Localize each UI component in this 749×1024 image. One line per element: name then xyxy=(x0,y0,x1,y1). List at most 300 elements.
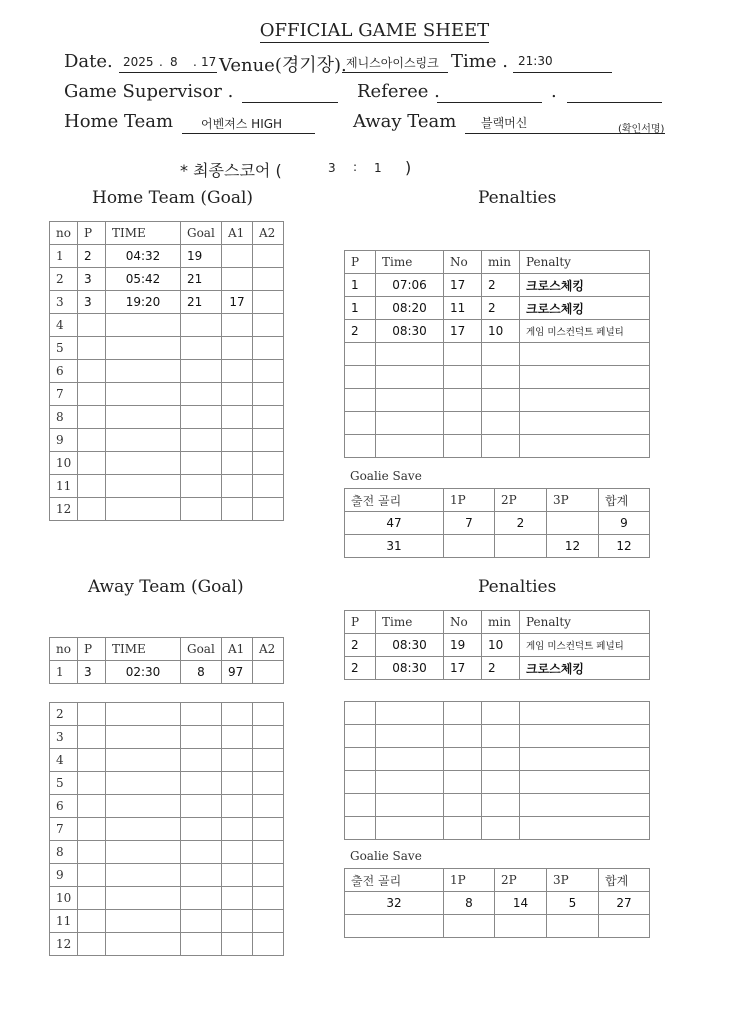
home-team-label: Home Team xyxy=(64,111,174,132)
assist1-cell[interactable] xyxy=(222,268,253,291)
period-cell[interactable] xyxy=(78,429,106,452)
time-cell[interactable] xyxy=(106,841,181,864)
time-cell[interactable]: 04:32 xyxy=(106,245,181,268)
player-number-cell[interactable]: 17 xyxy=(444,657,482,680)
minutes-cell[interactable] xyxy=(482,702,520,725)
referee-line[interactable] xyxy=(437,102,542,103)
goal-cell[interactable] xyxy=(181,406,222,429)
goal-cell[interactable] xyxy=(181,337,222,360)
table-row xyxy=(50,703,284,726)
save-3p-cell[interactable]: 12 xyxy=(547,535,599,558)
goal-cell[interactable] xyxy=(181,703,222,726)
home-penalties-table xyxy=(344,250,650,458)
period-cell[interactable]: 2 xyxy=(78,245,106,268)
assist1-cell[interactable] xyxy=(222,795,253,818)
table-row xyxy=(50,268,284,291)
time-cell[interactable] xyxy=(376,771,444,794)
time-cell[interactable] xyxy=(376,412,444,435)
time-cell[interactable] xyxy=(106,933,181,956)
period-cell[interactable] xyxy=(78,406,106,429)
table-row xyxy=(345,657,650,680)
time-cell[interactable]: 08:30 xyxy=(376,657,444,680)
period-cell[interactable] xyxy=(78,452,106,475)
minutes-cell[interactable]: 10 xyxy=(482,320,520,343)
assist2-cell[interactable] xyxy=(253,291,284,314)
time-cell[interactable] xyxy=(376,702,444,725)
date-line xyxy=(119,72,217,73)
time-cell[interactable]: 05:42 xyxy=(106,268,181,291)
assist1-cell[interactable] xyxy=(222,452,253,475)
time-cell[interactable] xyxy=(376,366,444,389)
column-header: Time xyxy=(376,611,444,634)
assist2-cell[interactable] xyxy=(253,498,284,521)
assist2-cell[interactable] xyxy=(253,661,284,684)
assist2-cell[interactable] xyxy=(253,337,284,360)
assist2-cell[interactable] xyxy=(253,795,284,818)
minutes-cell[interactable] xyxy=(482,725,520,748)
column-header: 합계 xyxy=(599,869,650,892)
assist2-cell[interactable] xyxy=(253,245,284,268)
table-row xyxy=(50,841,284,864)
minutes-cell[interactable] xyxy=(482,817,520,840)
player-number-cell[interactable] xyxy=(444,343,482,366)
column-header: 합계 xyxy=(599,489,650,512)
final-score-label: * 최종스코어 ( xyxy=(180,161,282,180)
assist2-cell[interactable] xyxy=(253,887,284,910)
period-cell[interactable] xyxy=(78,314,106,337)
time-cell[interactable] xyxy=(106,337,181,360)
goal-cell[interactable]: 8 xyxy=(181,661,222,684)
table-row xyxy=(50,291,284,314)
column-header: No xyxy=(444,251,482,274)
column-header: 출전 골리 xyxy=(345,869,444,892)
goal-cell[interactable] xyxy=(181,910,222,933)
row-number: 8 xyxy=(50,841,78,864)
time-cell[interactable] xyxy=(106,452,181,475)
goal-cell[interactable] xyxy=(181,887,222,910)
save-2p-cell[interactable]: 2 xyxy=(495,512,547,535)
minutes-cell[interactable] xyxy=(482,389,520,412)
time-cell[interactable] xyxy=(106,383,181,406)
column-header: TIME xyxy=(106,638,181,661)
minutes-cell[interactable] xyxy=(482,435,520,458)
save-2p-cell[interactable] xyxy=(495,535,547,558)
assist1-cell[interactable] xyxy=(222,337,253,360)
save-1p-cell[interactable]: 7 xyxy=(444,512,495,535)
row-number: 2 xyxy=(50,268,78,291)
row-number: 12 xyxy=(50,498,78,521)
table-row xyxy=(345,794,650,817)
period-cell[interactable] xyxy=(345,343,376,366)
penalty-cell[interactable] xyxy=(520,435,650,458)
goalie-cell[interactable]: 47 xyxy=(345,512,444,535)
referee2-line[interactable] xyxy=(567,102,662,103)
minutes-cell[interactable] xyxy=(482,343,520,366)
period-cell[interactable] xyxy=(345,412,376,435)
column-header: TIME xyxy=(106,222,181,245)
row-number: 7 xyxy=(50,818,78,841)
save-1p-cell[interactable] xyxy=(444,535,495,558)
period-cell[interactable] xyxy=(78,749,106,772)
table-row xyxy=(50,661,284,684)
away-penalties-extra-table xyxy=(344,701,650,840)
assist1-cell[interactable] xyxy=(222,749,253,772)
period-cell[interactable] xyxy=(345,748,376,771)
assist2-cell[interactable] xyxy=(253,429,284,452)
period-cell[interactable]: 1 xyxy=(345,297,376,320)
assist1-cell[interactable] xyxy=(222,498,253,521)
assist2-cell[interactable] xyxy=(253,864,284,887)
time-cell[interactable] xyxy=(106,360,181,383)
save-total-cell[interactable]: 9 xyxy=(599,512,650,535)
date-day[interactable]: 17 xyxy=(201,55,217,69)
goal-cell[interactable] xyxy=(181,314,222,337)
goal-cell[interactable] xyxy=(181,795,222,818)
assist2-cell[interactable] xyxy=(253,268,284,291)
save-2p-cell[interactable]: 14 xyxy=(495,892,547,915)
period-cell[interactable] xyxy=(345,794,376,817)
supervisor-line[interactable] xyxy=(242,102,338,103)
goal-cell[interactable] xyxy=(181,818,222,841)
time-value[interactable]: 21:30 xyxy=(518,54,553,68)
time-cell[interactable] xyxy=(106,703,181,726)
date-dot: . xyxy=(159,55,163,69)
save-3p-cell[interactable] xyxy=(547,915,599,938)
minutes-cell[interactable]: 2 xyxy=(482,297,520,320)
goal-cell[interactable] xyxy=(181,864,222,887)
time-cell[interactable]: 02:30 xyxy=(106,661,181,684)
assist2-cell[interactable] xyxy=(253,703,284,726)
column-header: Time xyxy=(376,251,444,274)
minutes-cell[interactable]: 2 xyxy=(482,274,520,297)
assist1-cell[interactable] xyxy=(222,703,253,726)
penalty-cell[interactable] xyxy=(520,366,650,389)
column-header: A1 xyxy=(222,638,253,661)
goalie-cell[interactable] xyxy=(345,915,444,938)
player-number-cell[interactable]: 17 xyxy=(444,274,482,297)
time-cell[interactable] xyxy=(106,406,181,429)
time-cell[interactable] xyxy=(106,772,181,795)
table-row xyxy=(50,383,284,406)
time-cell[interactable] xyxy=(106,910,181,933)
venue-value[interactable]: 제니스아이스링크 xyxy=(346,56,439,70)
assist1-cell[interactable] xyxy=(222,360,253,383)
goal-cell[interactable] xyxy=(181,360,222,383)
minutes-cell[interactable]: 2 xyxy=(482,657,520,680)
column-header: P xyxy=(78,222,106,245)
venue-label: Venue(경기장). xyxy=(219,55,347,76)
row-number: 8 xyxy=(50,406,78,429)
date-dot: . xyxy=(193,55,197,69)
penalty-cell[interactable]: 게임 미스컨덕트 페널티 xyxy=(520,634,650,657)
period-cell[interactable] xyxy=(345,817,376,840)
penalty-cell[interactable]: 크로스체킹 xyxy=(520,274,650,297)
goal-cell[interactable] xyxy=(181,933,222,956)
penalty-cell[interactable]: 크로스체킹 xyxy=(520,297,650,320)
penalty-cell[interactable] xyxy=(520,748,650,771)
time-cell[interactable]: 08:20 xyxy=(376,297,444,320)
minutes-cell[interactable] xyxy=(482,412,520,435)
time-cell[interactable] xyxy=(376,389,444,412)
penalty-cell[interactable] xyxy=(520,725,650,748)
period-cell[interactable] xyxy=(345,725,376,748)
venue-line xyxy=(342,72,448,73)
time-cell[interactable] xyxy=(106,498,181,521)
period-cell[interactable] xyxy=(78,383,106,406)
minutes-cell[interactable]: 10 xyxy=(482,634,520,657)
away-team-label: Away Team xyxy=(353,111,457,132)
assist2-cell[interactable] xyxy=(253,726,284,749)
row-number: 6 xyxy=(50,795,78,818)
period-cell[interactable] xyxy=(78,887,106,910)
period-cell[interactable] xyxy=(78,498,106,521)
assist2-cell[interactable] xyxy=(253,314,284,337)
goal-cell[interactable] xyxy=(181,841,222,864)
save-total-cell[interactable]: 12 xyxy=(599,535,650,558)
period-cell[interactable] xyxy=(78,337,106,360)
assist1-cell[interactable] xyxy=(222,383,253,406)
period-cell[interactable] xyxy=(345,366,376,389)
player-number-cell[interactable]: 11 xyxy=(444,297,482,320)
goal-cell[interactable] xyxy=(181,726,222,749)
assist1-cell[interactable] xyxy=(222,887,253,910)
player-number-cell[interactable]: 17 xyxy=(444,320,482,343)
time-cell[interactable] xyxy=(106,887,181,910)
goalie-cell[interactable]: 31 xyxy=(345,535,444,558)
period-cell[interactable]: 2 xyxy=(345,634,376,657)
table-row xyxy=(345,320,650,343)
row-number: 9 xyxy=(50,864,78,887)
period-cell[interactable]: 2 xyxy=(345,320,376,343)
penalty-cell[interactable]: 게임 미스컨덕트 페널티 xyxy=(520,320,650,343)
time-cell[interactable] xyxy=(376,435,444,458)
assist2-cell[interactable] xyxy=(253,933,284,956)
goal-cell[interactable]: 21 xyxy=(181,291,222,314)
final-score-away[interactable]: 1 xyxy=(374,161,382,175)
supervisor-label: Game Supervisor . xyxy=(64,81,234,102)
player-number-cell[interactable] xyxy=(444,702,482,725)
period-cell[interactable] xyxy=(345,435,376,458)
goal-cell[interactable] xyxy=(181,772,222,795)
assist2-cell[interactable] xyxy=(253,749,284,772)
time-cell[interactable] xyxy=(376,817,444,840)
assist1-cell[interactable] xyxy=(222,772,253,795)
row-number: 9 xyxy=(50,429,78,452)
time-cell[interactable] xyxy=(106,818,181,841)
minutes-cell[interactable] xyxy=(482,771,520,794)
time-cell[interactable] xyxy=(106,429,181,452)
row-number: 5 xyxy=(50,772,78,795)
assist1-cell[interactable] xyxy=(222,726,253,749)
period-cell[interactable] xyxy=(345,702,376,725)
period-cell[interactable] xyxy=(78,795,106,818)
period-cell[interactable]: 1 xyxy=(345,274,376,297)
period-cell[interactable]: 3 xyxy=(78,291,106,314)
assist1-cell[interactable] xyxy=(222,429,253,452)
penalty-cell[interactable] xyxy=(520,794,650,817)
minutes-cell[interactable] xyxy=(482,748,520,771)
assist2-cell[interactable] xyxy=(253,383,284,406)
time-cell[interactable] xyxy=(106,726,181,749)
date-label: Date. xyxy=(64,51,113,72)
assist2-cell[interactable] xyxy=(253,910,284,933)
time-cell[interactable] xyxy=(376,748,444,771)
goal-cell[interactable] xyxy=(181,498,222,521)
period-cell[interactable] xyxy=(78,864,106,887)
save-1p-cell[interactable] xyxy=(444,915,495,938)
table-row xyxy=(345,915,650,938)
save-3p-cell[interactable] xyxy=(547,512,599,535)
time-cell[interactable]: 19:20 xyxy=(106,291,181,314)
penalty-cell[interactable] xyxy=(520,817,650,840)
referee-label: Referee . xyxy=(357,81,440,102)
table-row xyxy=(50,314,284,337)
row-number: 2 xyxy=(50,703,78,726)
penalty-cell[interactable] xyxy=(520,412,650,435)
assist1-cell[interactable] xyxy=(222,245,253,268)
assist2-cell[interactable] xyxy=(253,818,284,841)
assist2-cell[interactable] xyxy=(253,452,284,475)
away-goals-title: Away Team (Goal) xyxy=(88,577,244,597)
period-cell[interactable]: 3 xyxy=(78,268,106,291)
table-row xyxy=(50,452,284,475)
away-team-value[interactable]: 블랙머신 xyxy=(481,116,528,130)
assist1-cell[interactable] xyxy=(222,475,253,498)
period-cell[interactable] xyxy=(78,841,106,864)
player-number-cell[interactable] xyxy=(444,412,482,435)
player-number-cell[interactable] xyxy=(444,794,482,817)
period-cell[interactable]: 2 xyxy=(345,657,376,680)
minutes-cell[interactable] xyxy=(482,794,520,817)
time-cell[interactable] xyxy=(106,749,181,772)
row-number: 6 xyxy=(50,360,78,383)
row-number: 12 xyxy=(50,933,78,956)
goalie-cell[interactable]: 32 xyxy=(345,892,444,915)
penalty-cell[interactable] xyxy=(520,343,650,366)
time-cell[interactable] xyxy=(106,475,181,498)
player-number-cell[interactable] xyxy=(444,725,482,748)
date-year[interactable]: 2025 xyxy=(123,55,154,69)
time-cell[interactable]: 07:06 xyxy=(376,274,444,297)
table-row xyxy=(345,435,650,458)
penalty-cell[interactable] xyxy=(520,771,650,794)
assist1-cell[interactable] xyxy=(222,818,253,841)
time-cell[interactable] xyxy=(376,725,444,748)
player-number-cell[interactable] xyxy=(444,817,482,840)
period-cell[interactable] xyxy=(78,910,106,933)
time-cell[interactable] xyxy=(376,343,444,366)
period-cell[interactable] xyxy=(345,389,376,412)
table-row xyxy=(50,795,284,818)
assist1-cell[interactable]: 97 xyxy=(222,661,253,684)
player-number-cell[interactable] xyxy=(444,435,482,458)
table-row xyxy=(345,343,650,366)
player-number-cell[interactable] xyxy=(444,389,482,412)
home-goals-table xyxy=(49,221,284,521)
table-row xyxy=(50,337,284,360)
save-total-cell[interactable]: 27 xyxy=(599,892,650,915)
period-cell[interactable] xyxy=(78,726,106,749)
time-cell[interactable] xyxy=(106,864,181,887)
period-cell[interactable] xyxy=(78,818,106,841)
time-cell[interactable] xyxy=(106,795,181,818)
save-3p-cell[interactable]: 5 xyxy=(547,892,599,915)
header-row xyxy=(345,489,650,512)
goal-cell[interactable] xyxy=(181,429,222,452)
time-cell[interactable]: 08:30 xyxy=(376,320,444,343)
penalty-cell[interactable] xyxy=(520,389,650,412)
row-number: 4 xyxy=(50,749,78,772)
assist2-cell[interactable] xyxy=(253,360,284,383)
minutes-cell[interactable] xyxy=(482,366,520,389)
date-month[interactable]: 8 xyxy=(170,55,178,69)
header-row xyxy=(50,222,284,245)
time-cell[interactable] xyxy=(106,314,181,337)
goal-cell[interactable] xyxy=(181,452,222,475)
time-cell[interactable]: 08:30 xyxy=(376,634,444,657)
player-number-cell[interactable] xyxy=(444,748,482,771)
period-cell[interactable]: 3 xyxy=(78,661,106,684)
save-1p-cell[interactable]: 8 xyxy=(444,892,495,915)
assist1-cell[interactable] xyxy=(222,910,253,933)
penalty-cell[interactable] xyxy=(520,702,650,725)
goal-cell[interactable] xyxy=(181,475,222,498)
table-row xyxy=(345,725,650,748)
home-team-line xyxy=(182,133,315,134)
period-cell[interactable] xyxy=(78,360,106,383)
goal-cell[interactable]: 19 xyxy=(181,245,222,268)
player-number-cell[interactable]: 19 xyxy=(444,634,482,657)
away-goals-table xyxy=(49,637,284,684)
assist2-cell[interactable] xyxy=(253,772,284,795)
assist2-cell[interactable] xyxy=(253,406,284,429)
period-cell[interactable] xyxy=(78,933,106,956)
player-number-cell[interactable] xyxy=(444,771,482,794)
save-total-cell[interactable] xyxy=(599,915,650,938)
assist1-cell[interactable] xyxy=(222,864,253,887)
period-cell[interactable] xyxy=(78,475,106,498)
period-cell[interactable] xyxy=(78,703,106,726)
goal-cell[interactable] xyxy=(181,383,222,406)
home-team-value[interactable]: 어벤져스 HIGH xyxy=(201,117,283,131)
player-number-cell[interactable] xyxy=(444,366,482,389)
column-header: min xyxy=(482,251,520,274)
period-cell[interactable] xyxy=(78,772,106,795)
assist1-cell[interactable] xyxy=(222,933,253,956)
period-cell[interactable] xyxy=(345,771,376,794)
save-2p-cell[interactable] xyxy=(495,915,547,938)
assist2-cell[interactable] xyxy=(253,475,284,498)
assist1-cell[interactable] xyxy=(222,314,253,337)
goal-cell[interactable]: 21 xyxy=(181,268,222,291)
penalty-cell[interactable]: 크로스체킹 xyxy=(520,657,650,680)
column-header: A2 xyxy=(253,222,284,245)
header-row xyxy=(50,638,284,661)
assist1-cell[interactable] xyxy=(222,841,253,864)
table-row xyxy=(50,749,284,772)
final-score-home[interactable]: 3 xyxy=(328,161,336,175)
sheet-title: OFFICIAL GAME SHEET xyxy=(259,20,490,41)
header-row xyxy=(345,869,650,892)
goal-cell[interactable] xyxy=(181,749,222,772)
assist1-cell[interactable]: 17 xyxy=(222,291,253,314)
assist2-cell[interactable] xyxy=(253,841,284,864)
table-row xyxy=(345,512,650,535)
table-row xyxy=(50,887,284,910)
time-cell[interactable] xyxy=(376,794,444,817)
column-header: 3P xyxy=(547,489,599,512)
assist1-cell[interactable] xyxy=(222,406,253,429)
